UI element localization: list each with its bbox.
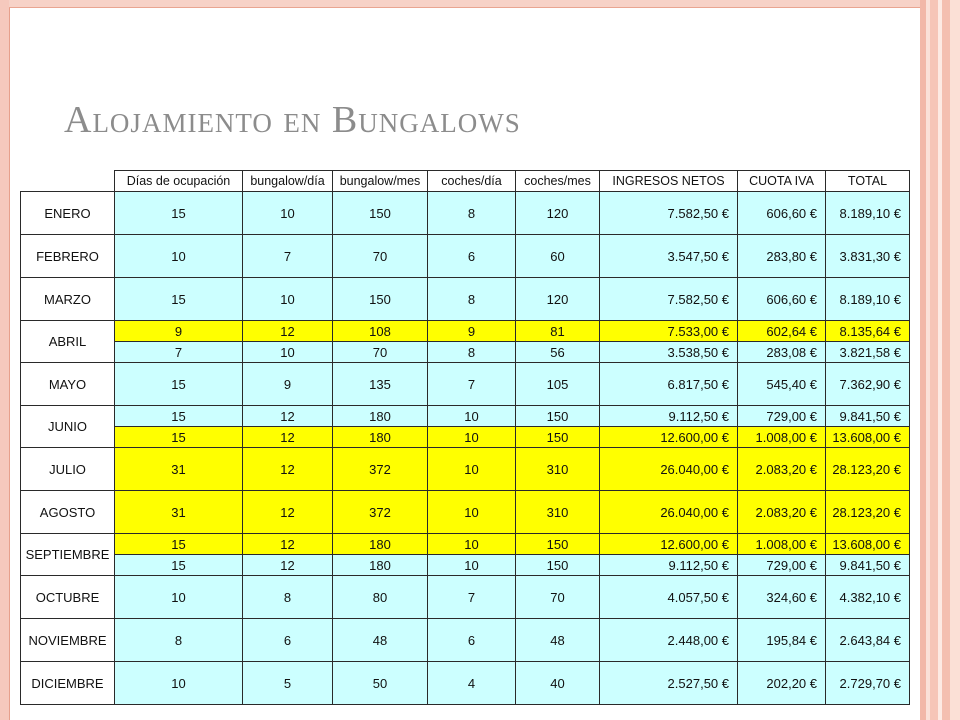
month-label: SEPTIEMBRE	[20, 534, 115, 576]
table-cell: 10	[115, 576, 243, 619]
table-cell: 6	[428, 619, 516, 662]
table-cell: 7.582,50 €	[600, 192, 738, 235]
column-header: coches/mes	[516, 170, 600, 192]
table-cell: 602,64 €	[738, 321, 826, 342]
table-cell: 1.008,00 €	[738, 534, 826, 555]
month-label: DICIEMBRE	[20, 662, 115, 705]
month-label: JULIO	[20, 448, 115, 491]
table-cell: 283,08 €	[738, 342, 826, 363]
table-cell: 9.841,50 €	[826, 406, 910, 427]
table-cell: 105	[516, 363, 600, 406]
table-cell: 120	[516, 192, 600, 235]
table-cell: 10	[428, 555, 516, 576]
table-cell: 10	[115, 662, 243, 705]
slide-frame-line	[9, 7, 920, 8]
table-cell: 12	[243, 534, 333, 555]
table-cell: 15	[115, 192, 243, 235]
slide-frame-right-stripes	[920, 0, 960, 720]
table-cell: 283,80 €	[738, 235, 826, 278]
table-cell: 15	[115, 555, 243, 576]
table-cell: 7	[115, 342, 243, 363]
table-cell: 12	[243, 555, 333, 576]
table-cell: 10	[428, 427, 516, 448]
table-cell: 15	[115, 427, 243, 448]
month-label: MAYO	[20, 363, 115, 406]
slide-frame-left	[0, 0, 10, 720]
column-header: INGRESOS NETOS	[600, 170, 738, 192]
table-cell: 9	[243, 363, 333, 406]
table-cell: 4.382,10 €	[826, 576, 910, 619]
table-cell: 3.538,50 €	[600, 342, 738, 363]
table-cell: 40	[516, 662, 600, 705]
table-cell: 10	[115, 235, 243, 278]
table-cell: 70	[333, 342, 428, 363]
table-cell: 12	[243, 321, 333, 342]
table-cell: 7	[428, 576, 516, 619]
table-cell: 15	[115, 278, 243, 321]
month-label: ENERO	[20, 192, 115, 235]
table-cell: 56	[516, 342, 600, 363]
table-cell: 180	[333, 427, 428, 448]
table-cell: 26.040,00 €	[600, 491, 738, 534]
slide-title: Alojamiento en Bungalows	[64, 99, 521, 141]
table-cell: 9.112,50 €	[600, 555, 738, 576]
slide-frame-top	[9, 0, 920, 7]
table-corner-blank	[20, 170, 115, 192]
table-cell: 372	[333, 491, 428, 534]
table-cell: 12.600,00 €	[600, 427, 738, 448]
table-cell: 2.083,20 €	[738, 448, 826, 491]
table-cell: 15	[115, 406, 243, 427]
table-cell: 180	[333, 406, 428, 427]
table-cell: 6	[428, 235, 516, 278]
table-cell: 606,60 €	[738, 278, 826, 321]
table-cell: 4	[428, 662, 516, 705]
column-header: bungalow/mes	[333, 170, 428, 192]
table-cell: 70	[516, 576, 600, 619]
month-label: NOVIEMBRE	[20, 619, 115, 662]
table-cell: 310	[516, 448, 600, 491]
table-cell: 10	[428, 491, 516, 534]
table-cell: 26.040,00 €	[600, 448, 738, 491]
table-cell: 2.527,50 €	[600, 662, 738, 705]
table-cell: 324,60 €	[738, 576, 826, 619]
table-cell: 8.135,64 €	[826, 321, 910, 342]
table-cell: 8	[428, 278, 516, 321]
table-cell: 7	[428, 363, 516, 406]
table-cell: 13.608,00 €	[826, 534, 910, 555]
table-cell: 7	[243, 235, 333, 278]
table-cell: 70	[333, 235, 428, 278]
table-cell: 10	[243, 342, 333, 363]
table-cell: 150	[516, 406, 600, 427]
table-cell: 3.547,50 €	[600, 235, 738, 278]
column-header: CUOTA IVA	[738, 170, 826, 192]
table-cell: 180	[333, 534, 428, 555]
month-label: JUNIO	[20, 406, 115, 448]
month-label: FEBRERO	[20, 235, 115, 278]
column-header: coches/día	[428, 170, 516, 192]
table-cell: 10	[428, 406, 516, 427]
table-cell: 2.083,20 €	[738, 491, 826, 534]
table-cell: 150	[333, 278, 428, 321]
month-label: OCTUBRE	[20, 576, 115, 619]
table-cell: 6	[243, 619, 333, 662]
table-cell: 202,20 €	[738, 662, 826, 705]
table-cell: 180	[333, 555, 428, 576]
table-cell: 545,40 €	[738, 363, 826, 406]
table-cell: 9	[428, 321, 516, 342]
table-cell: 10	[428, 448, 516, 491]
table-cell: 108	[333, 321, 428, 342]
table-cell: 50	[333, 662, 428, 705]
table-cell: 48	[333, 619, 428, 662]
table-cell: 12.600,00 €	[600, 534, 738, 555]
table-cell: 150	[516, 427, 600, 448]
table-cell: 15	[115, 534, 243, 555]
table-cell: 28.123,20 €	[826, 448, 910, 491]
table-cell: 2.643,84 €	[826, 619, 910, 662]
table-cell: 10	[428, 534, 516, 555]
table-cell: 12	[243, 427, 333, 448]
table-cell: 4.057,50 €	[600, 576, 738, 619]
table-cell: 12	[243, 406, 333, 427]
table-cell: 28.123,20 €	[826, 491, 910, 534]
table-cell: 12	[243, 448, 333, 491]
table-cell: 120	[516, 278, 600, 321]
table-cell: 3.831,30 €	[826, 235, 910, 278]
table-cell: 2.448,00 €	[600, 619, 738, 662]
table-cell: 7.533,00 €	[600, 321, 738, 342]
table-cell: 729,00 €	[738, 406, 826, 427]
table-cell: 195,84 €	[738, 619, 826, 662]
table-cell: 13.608,00 €	[826, 427, 910, 448]
table-cell: 9	[115, 321, 243, 342]
table-cell: 60	[516, 235, 600, 278]
table-cell: 310	[516, 491, 600, 534]
table-cell: 150	[516, 555, 600, 576]
table-cell: 31	[115, 448, 243, 491]
table-cell: 7.362,90 €	[826, 363, 910, 406]
table-cell: 81	[516, 321, 600, 342]
table-cell: 8	[428, 342, 516, 363]
table-cell: 8	[243, 576, 333, 619]
column-header: Días de ocupación	[115, 170, 243, 192]
table-cell: 606,60 €	[738, 192, 826, 235]
table-cell: 6.817,50 €	[600, 363, 738, 406]
table-cell: 10	[243, 192, 333, 235]
table-cell: 3.821,58 €	[826, 342, 910, 363]
table-cell: 10	[243, 278, 333, 321]
month-label: MARZO	[20, 278, 115, 321]
occupancy-table	[20, 170, 910, 705]
table-cell: 729,00 €	[738, 555, 826, 576]
table-cell: 1.008,00 €	[738, 427, 826, 448]
table-cell: 135	[333, 363, 428, 406]
table-cell: 9.112,50 €	[600, 406, 738, 427]
month-label: AGOSTO	[20, 491, 115, 534]
table-cell: 15	[115, 363, 243, 406]
table-cell: 31	[115, 491, 243, 534]
month-label: ABRIL	[20, 321, 115, 363]
table-cell: 9.841,50 €	[826, 555, 910, 576]
table-cell: 48	[516, 619, 600, 662]
table-cell: 150	[516, 534, 600, 555]
table-cell: 7.582,50 €	[600, 278, 738, 321]
column-header: TOTAL	[826, 170, 910, 192]
table-cell: 150	[333, 192, 428, 235]
column-header: bungalow/día	[243, 170, 333, 192]
table-cell: 80	[333, 576, 428, 619]
table-cell: 8.189,10 €	[826, 278, 910, 321]
table-cell: 12	[243, 491, 333, 534]
table-cell: 8	[428, 192, 516, 235]
table-cell: 2.729,70 €	[826, 662, 910, 705]
table-cell: 8	[115, 619, 243, 662]
table-cell: 372	[333, 448, 428, 491]
table-cell: 8.189,10 €	[826, 192, 910, 235]
table-cell: 5	[243, 662, 333, 705]
